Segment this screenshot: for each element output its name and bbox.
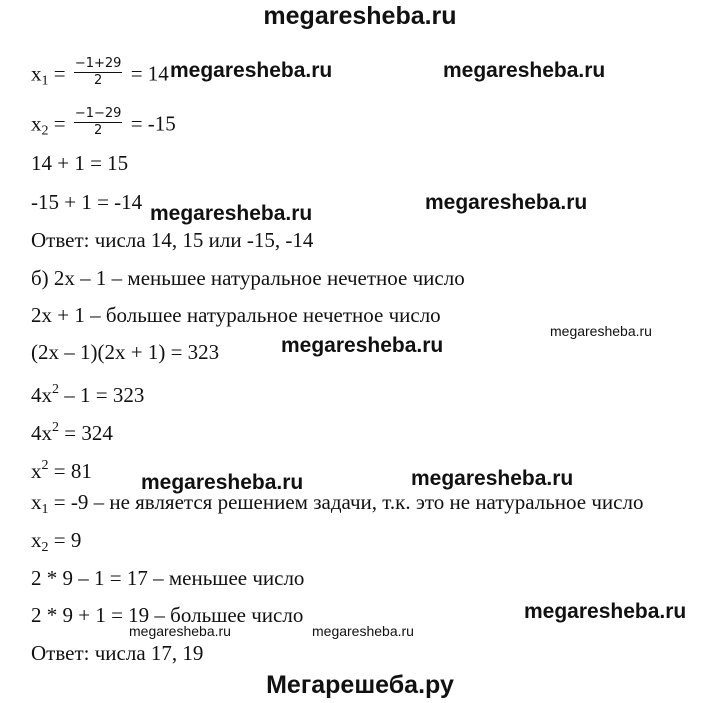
site-header: megaresheba.ru: [263, 2, 457, 30]
solution-line-x1: [31, 56, 169, 93]
solution-line-x2: [31, 106, 176, 143]
watermark: megaresheba.ru: [524, 600, 687, 623]
solution-line-6: б) 2х – 1 – меньшее натуральное нечетное число: [31, 266, 465, 290]
equals: =: [48, 61, 71, 86]
variable: х: [31, 490, 42, 514]
solution-line-8: (2х – 1)(2х + 1) = 323: [31, 340, 220, 364]
watermark: megaresheba.ru: [170, 59, 333, 82]
expression: 4х: [31, 383, 52, 407]
fraction-denominator: 2: [94, 123, 103, 138]
expression-rest: = -9 – не является решением задачи, т.к. это не натуральное число: [48, 490, 644, 514]
solution-line-15: 2 * 9 + 1 = 19 – большее число: [31, 603, 304, 627]
fraction: [74, 56, 123, 89]
expression-rest: = 81: [48, 459, 92, 483]
watermark: megaresheba.ru: [141, 471, 304, 494]
variable: x: [31, 111, 42, 136]
answer-line-2: Ответ: числа 17, 19: [31, 641, 204, 665]
subscript: 2: [41, 540, 49, 555]
solution-line-4: -15 + 1 = -14: [31, 190, 143, 214]
solution-line-12: [31, 490, 643, 522]
watermark: megaresheba.ru: [281, 334, 444, 357]
fraction-numerator: −1−29: [74, 106, 122, 121]
watermark: megaresheba.ru: [150, 202, 313, 225]
solution-line-7: 2х + 1 – большее натуральное нечетное число: [31, 303, 441, 327]
solution-line-9: [31, 378, 144, 407]
expression-rest: – 1 = 323: [59, 383, 145, 407]
expression: 4х: [31, 421, 52, 445]
result: = -15: [125, 111, 176, 136]
superscript: 2: [52, 420, 59, 435]
solution-line-14: 2 * 9 – 1 = 17 – меньшее число: [31, 566, 305, 590]
solution-line-13: [31, 528, 81, 560]
superscript: 2: [41, 458, 49, 473]
equals: =: [48, 111, 71, 136]
subscript: 1: [41, 502, 49, 517]
solution-line-11: [31, 454, 92, 483]
variable: х: [31, 528, 42, 552]
expression: х: [31, 459, 42, 483]
subscript: 1: [41, 73, 49, 89]
fraction-numerator: −1+29: [74, 56, 122, 71]
site-footer: Мегарешеба.ру: [266, 671, 454, 699]
fraction-denominator: 2: [94, 73, 103, 88]
result: = 14: [125, 61, 169, 86]
expression-rest: = 324: [59, 421, 113, 445]
answer-line-1: Ответ: числа 14, 15 или -15, -14: [31, 228, 314, 252]
watermark: megaresheba.ru: [550, 323, 652, 339]
watermark: megaresheba.ru: [411, 467, 574, 490]
variable: x: [31, 61, 42, 86]
solution-line-3: 14 + 1 = 15: [31, 151, 129, 175]
watermark: megaresheba.ru: [425, 191, 588, 214]
subscript: 2: [41, 123, 49, 139]
superscript: 2: [52, 382, 59, 397]
watermark: megaresheba.ru: [129, 623, 231, 639]
watermark: megaresheba.ru: [443, 59, 606, 82]
watermark: megaresheba.ru: [312, 623, 414, 639]
solution-line-10: [31, 416, 113, 445]
expression-rest: = 9: [48, 528, 82, 552]
fraction: [74, 106, 123, 139]
